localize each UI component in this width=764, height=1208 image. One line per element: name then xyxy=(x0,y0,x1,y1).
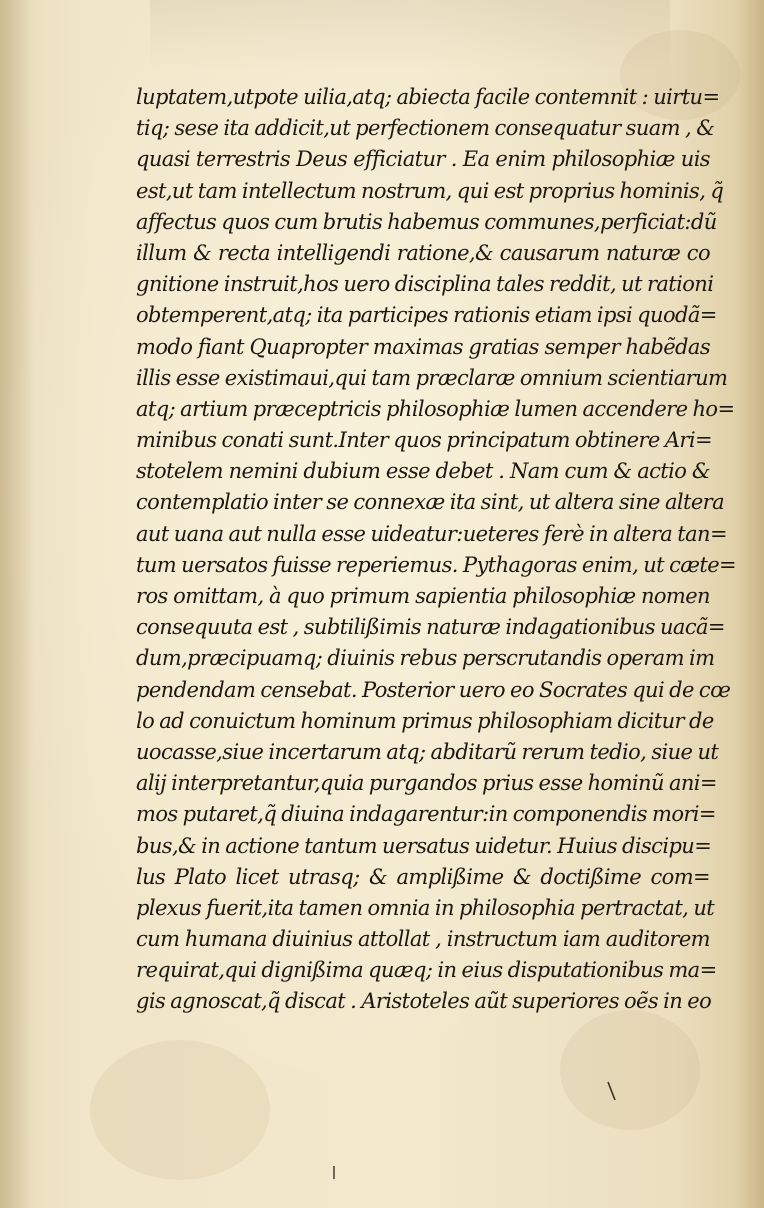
text-line: est,ut tam intellectum nostrum, qui est proprius hominis, q̃ xyxy=(136,178,724,203)
text-line: requirat,qui dignißima quæq; in eius disputationibus ma= xyxy=(136,958,717,983)
text-line: stotelem nemini dubium esse debet . Nam cum & actio & xyxy=(136,459,710,484)
paper-stain xyxy=(560,1010,700,1130)
text-line: luptatem,utpote uilia,atq; abiecta facile contemnit : uirtu= xyxy=(136,85,720,109)
text-line: aut uana aut nulla esse uideatur:ueteres ferè in altera tan= xyxy=(136,521,727,546)
text-line: bus,& in actione tantum uersatus uidetur. Huius discipu= xyxy=(136,833,712,858)
text-line: modo fiant Quapropter maximas gratias semper habẽdas xyxy=(136,334,710,359)
text-line: mos putaret,q̃ diuina indagarentur:in componendis mori= xyxy=(136,802,716,827)
text-line: contemplatio inter se connexæ ita sint, ut altera sine altera xyxy=(136,490,725,515)
text-line: obtemperent,atq; ita participes rationis etiam ipsi quodã= xyxy=(136,303,717,328)
text-line: quasi terrestris Deus efficiatur . Ea enim philosophiæ uis xyxy=(136,147,710,172)
body-text xyxy=(136,82,737,1018)
text-line: gis agnoscat,q̃ discat . Aristoteles aũt superiores oẽs in eo xyxy=(136,989,712,1014)
text-line: ros omittam, à quo primum sapientia philosophiæ nomen xyxy=(136,584,710,608)
paper-stain xyxy=(90,1040,270,1180)
show-through-bleed xyxy=(150,0,670,70)
text-line: consequuta est , subtilißimis naturæ indagationibus uacã= xyxy=(136,615,725,640)
text-line: minibus conati sunt.Inter quos principatum obtinere Ari= xyxy=(136,428,712,453)
page-edge-shadow xyxy=(736,0,764,1208)
spine-shadow xyxy=(0,0,34,1208)
pen-mark xyxy=(606,1080,618,1104)
text-line: cum humana diuinius attollat , instructum iam auditorem xyxy=(136,927,710,952)
text-line: uocasse,siue incertarum atq; abditarũ rerum tedio, siue ut xyxy=(136,739,719,764)
text-line: dum,præcipuamq; diuinis rebus perscrutandis operam im xyxy=(136,646,715,671)
text-line: illum & recta intelligendi ratione,& causarum naturæ co xyxy=(136,240,710,265)
text-line: tum uersatos fuisse reperiemus. Pythagoras enim, ut cæte= xyxy=(136,552,737,577)
text-line: alij interpretantur,quia purgandos prius esse hominũ ani= xyxy=(136,771,717,796)
text-line: affectus quos cum brutis habemus communes,perficiat:dũ xyxy=(136,209,717,234)
text-line: gnitione instruit,hos uero disciplina tales reddit, ut rationi xyxy=(136,272,714,297)
text-line: pendendam censebat. Posterior uero eo Socrates qui de cœ xyxy=(136,677,731,702)
text-line: illis esse existimaui,qui tam præclaræ omnium scientiarum xyxy=(136,365,728,390)
text-line: tiq; sese ita addicit,ut perfectionem consequatur suam , & xyxy=(136,116,715,141)
text-line: lus Plato licet utrasq; & amplißime & doctißime com= xyxy=(136,864,710,889)
text-line: plexus fuerit,ita tamen omnia in philosophia pertractat, ut xyxy=(136,895,715,920)
text-line: atq; artium præceptricis philosophiæ lumen accendere ho= xyxy=(136,396,735,421)
text-line: lo ad conuictum hominum primus philosophiam dicitur de xyxy=(136,708,714,733)
pen-mark xyxy=(331,1165,337,1181)
